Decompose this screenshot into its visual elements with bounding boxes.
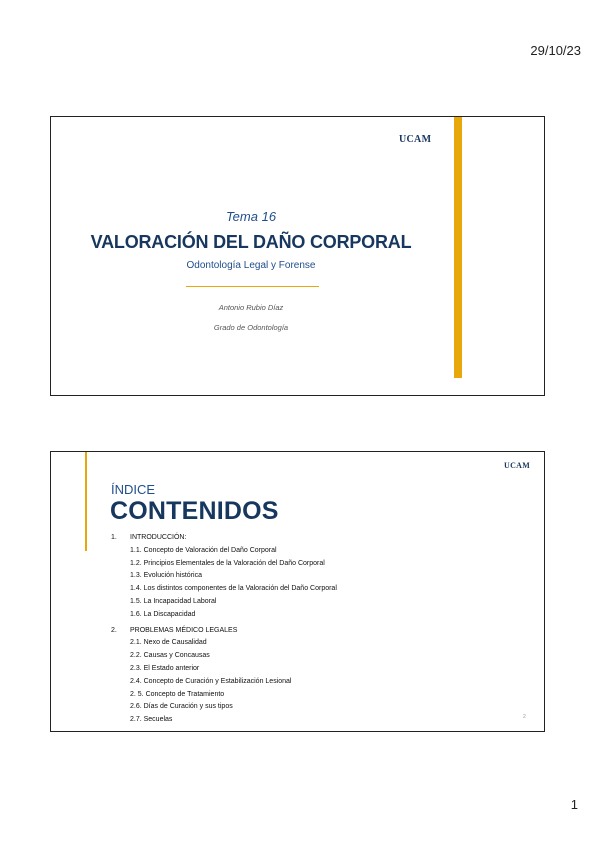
toc-item: 2.7. Secuelas [130,716,173,724]
toc-section [111,625,337,638]
divider-line [186,286,319,287]
toc-item: 2.2. Causas y Concausas [130,652,210,660]
slide-main-title: VALORACIÓN DEL DAÑO CORPORAL [90,232,412,252]
ucam-logo: UCAM [399,134,432,145]
course-subtitle: Odontología Legal y Forense [186,260,316,271]
index-label: ÍNDICE [111,482,156,497]
degree-name: Grado de Odontología [213,323,289,332]
toc-item: 1.2. Principios Elementales de la Valoración del Daño Corporal [130,559,325,567]
topic-label: Tema 16 [225,209,277,224]
page-number: 1 [570,797,578,812]
toc-section-title: PROBLEMAS MÉDICO LEGALES [130,626,238,634]
toc-item: 1.4. Los distintos componentes de la Valoración del Daño Corporal [130,585,337,593]
print-date: 29/10/23 [530,43,581,58]
author-name: Antonio Rubio Díaz [218,303,284,312]
slide-title [50,116,545,396]
toc-item: 1.6. La Discapacidad [130,610,196,618]
toc-item: 1.5. La Incapacidad Laboral [130,597,217,605]
slide-contents [50,451,545,732]
toc-item: 1.1. Concepto de Valoración del Daño Corporal [130,546,277,554]
toc-item: 2.6. Días de Curación y sus tipos [130,703,233,711]
toc-section-title: INTRODUCCIÓN: [130,534,187,541]
toc-item: 1.3. Evolución histórica [130,572,202,580]
table-of-contents [111,532,337,727]
contents-heading: CONTENIDOS [110,497,279,525]
slide-number: 2 [523,714,526,720]
ucam-logo: UCAM [504,461,531,470]
toc-item: 2.4. Concepto de Curación y Estabilización Lesional [130,677,292,685]
accent-bar [85,452,87,551]
toc-section [111,532,337,545]
toc-item: 2.3. El Estado anterior [130,664,200,672]
accent-bar [454,117,462,378]
toc-section-number: 2. [111,626,117,634]
toc-item: 2. 5. Concepto de Tratamiento [130,690,225,698]
toc-section-number: 1. [111,534,117,541]
toc-item: 2.1. Nexo de Causalidad [130,639,207,647]
